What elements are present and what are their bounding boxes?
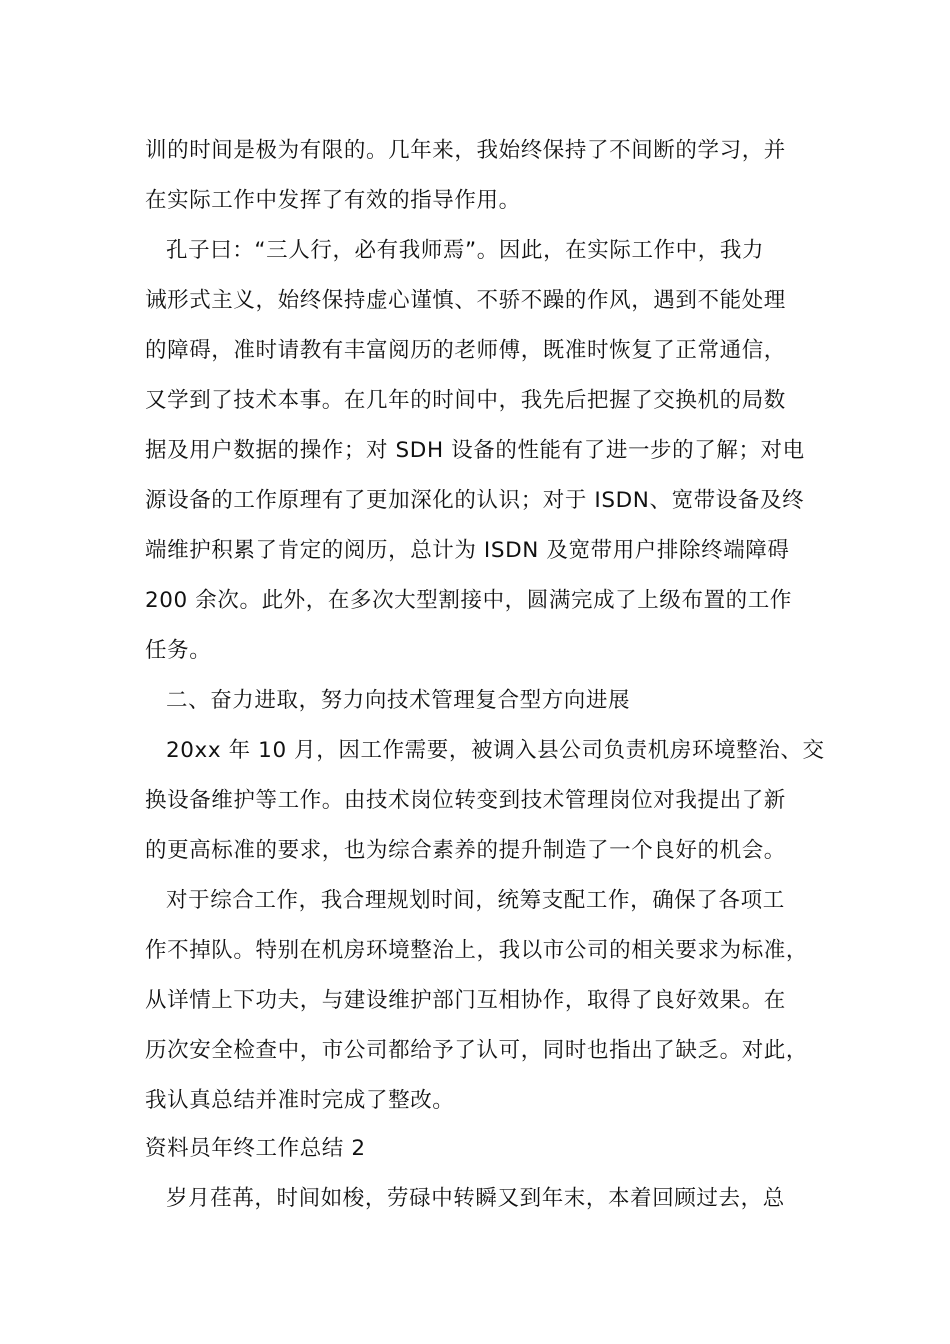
text-line: 从详情上下功夫，与建设维护部门互相协作，取得了良好效果。在 (145, 988, 786, 1013)
paragraph-start-line: 孔子曰：“三人行，必有我师焉”。因此，在实际工作中，我力 (166, 238, 765, 263)
text-line: 我认真总结并准时完成了整改。 (145, 1088, 455, 1113)
text-line: 诫形式主义，始终保持虚心谨慎、不骄不躁的作风，遇到不能处理 (145, 288, 786, 313)
paragraph-start-line: 岁月荏苒，时间如梭，劳碌中转瞬又到年末，本着回顾过去，总 (166, 1186, 785, 1211)
text-line: 在实际工作中发挥了有效的指导作用。 (145, 188, 521, 213)
text-line: 历次安全检查中，市公司都给予了认可，同时也指出了缺乏。对此， (145, 1038, 809, 1063)
text-line: 又学到了技术本事。在几年的时间中，我先后把握了交换机的局数 (145, 388, 786, 413)
text-line: 训的时间是极为有限的。几年来，我始终保持了不间断的学习，并 (145, 138, 786, 163)
document-title: 资料员年终工作总结 2 (145, 1136, 366, 1161)
section-heading: 二、奋力进取，努力向技术管理复合型方向进展 (166, 688, 631, 713)
text-line: 换设备维护等工作。由技术岗位转变到技术管理岗位对我提出了新 (145, 788, 786, 813)
text-line: 200 余次。此外，在多次大型割接中，圆满完成了上级布置的工作 (145, 588, 792, 613)
text-line: 的障碍，准时请教有丰富阅历的老师傅，既准时恢复了正常通信， (145, 338, 786, 363)
text-line: 作不掉队。特别在机房环境整治上，我以市公司的相关要求为标准， (145, 938, 809, 963)
text-line: 端维护积累了肯定的阅历，总计为 ISDN 及宽带用户排除终端障碍 (145, 538, 790, 563)
paragraph-start-line: 对于综合工作，我合理规划时间，统筹支配工作，确保了各项工 (166, 888, 785, 913)
paragraph-start-line: 20xx 年 10 月，因工作需要，被调入县公司负责机房环境整治、交 (166, 738, 825, 763)
text-line: 源设备的工作原理有了更加深化的认识；对于 ISDN、宽带设备及终 (145, 488, 805, 513)
text-line: 的更高标准的要求，也为综合素养的提升制造了一个良好的机会。 (145, 838, 786, 863)
text-line: 任务。 (145, 638, 212, 663)
text-line: 据及用户数据的操作；对 SDH 设备的性能有了进一步的了解；对电 (145, 438, 805, 463)
